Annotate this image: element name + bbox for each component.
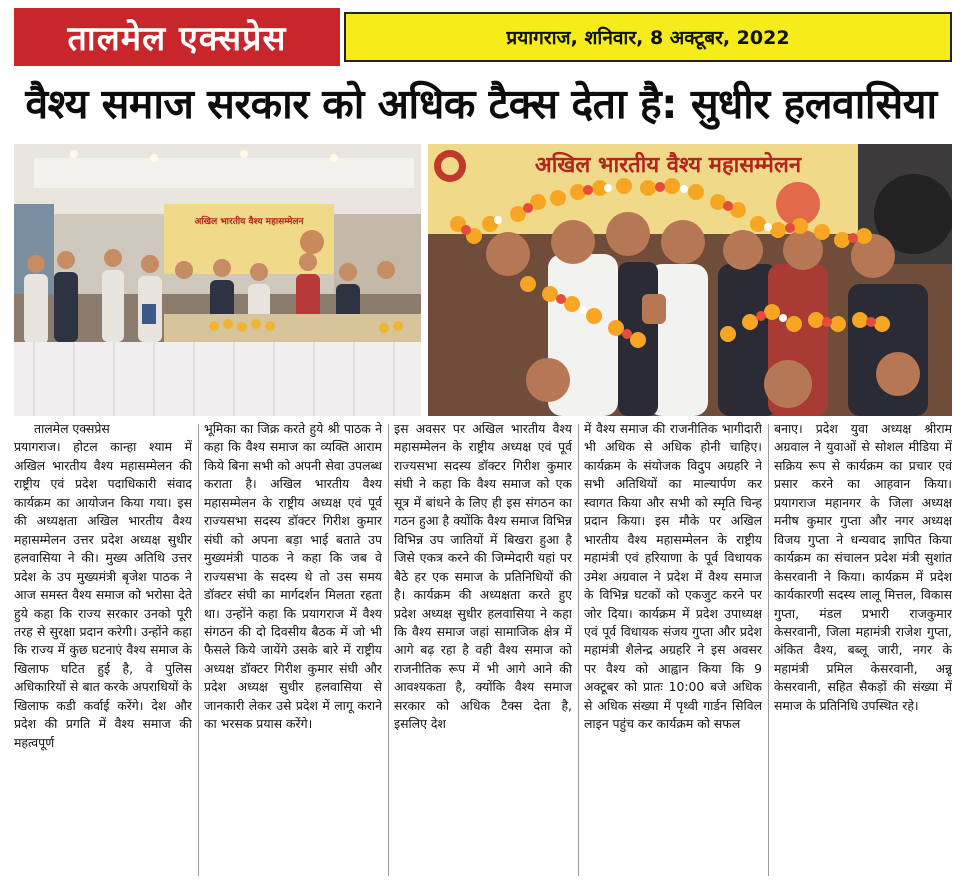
article-column-text: इस अवसर पर अखिल भारतीय वैश्य महासम्मेलन के राष्ट्रीय अध्यक्ष एवं पूर्व राज्यसभा सदस्य डॉक्टर गिरीश कुमार संघी ने कहा कि वैश्य समाज को एक सूत्र में बांधने के लिए ही इस संगठन का गठन हुआ है क्योंकि वैश्य समाज विभिन्न विभिन्न उप जातियों में बिखरा हुआ है जिसे एकत्र करने की जिम्मेदारी यहां पर बैठे हर एक समाज के प्रतिनिधियों की है। कार्यक्रम की अध्यक्षता करते हुए प्रदेश अध्यक्ष सुधीर हलवासिया ने कहा कि वैश्य समाज जहां सामाजिक क्षेत्र में आगे बढ़ रहा है वही वैश्य समाज को राजनीतिक रूप में भी आगे आने की आवश्यकता है, क्योंकि वैश्य समाज सरकार को अधिक टैक्स देता है, इसलिए देश: [394, 421, 572, 732]
article-column-text: में वैश्य समाज की राजनीतिक भागीदारी भी अधिक से अधिक होनी चाहिए। कार्यक्रम के संयोजक विदुप अग्रहरि ने सभी अतिथियों का माल्यार्पण कर स्वागत किया और सभी को स्मृति चिन्ह प्रदान किया। इस मौके पर अखिल भारतीय वैश्य महासम्मेलन के राष्ट्रीय महामंत्री एवं हरियाणा के पूर्व विधायक उमेश अग्रवाल ने प्रदेश में वैश्य समाज के विभिन्न घटकों को एकजुट करने पर जोर दिया। कार्यक्रम में प्रदेश उपाध्यक्ष एवं पूर्व विधायक संजय गुप्ता और प्रदेश महामंत्री शैलेन्द्र अग्रहरि ने इस अवसर पर वैश्य को आह्वान किया कि 9 अक्टूबर को प्रातः 10:00 बजे अधिक से अधिक संख्या में पृथ्वी गार्डन सिविल लाइन पहुंच कर कार्यक्रम को सफल: [584, 421, 762, 732]
article-column-3: [394, 420, 572, 882]
article-column-text: बनाए। प्रदेश युवा अध्यक्ष श्रीराम अग्रवाल ने युवाओं से सोशल मीडिया में सक्रिय रूप से कार्यक्रम का प्रचार एवं प्रसार करने का आहवान किया। प्रयागराज महानगर के जिला अध्यक्ष मनीष कुमार गुप्ता और नगर अध्यक्ष विजय गुप्ता ने धन्यवाद ज्ञापित किया कार्यक्रम का संचालन प्रदेश मंत्री सुशांत केसरवानी ने किया। कार्यक्रम में प्रदेश कार्यकारणी सदस्य लालू मित्तल, विकास गुप्ता, मंडल प्रभारी राजकुमार केसरवानी, जिला महामंत्री राजेश गुप्ता, अंकित वैश्य, बब्लू जारी, नगर के महामंत्री प्रमिल केसरवानी, अन्नू केसरवानी, सहित सैकड़ों की संख्या में समाज के प्रतिनिधि उपस्थित रहे।: [774, 421, 952, 713]
article-column-2: [204, 420, 382, 882]
right-banner-text: अखिल भारतीय वैश्य महासम्मेलन: [534, 153, 802, 178]
left-banner-text: अखिल भारतीय वैश्य महासम्मेलन: [194, 217, 304, 227]
article-body: [14, 420, 952, 882]
article-column-text: भूमिका का जिक्र करते हुये श्री पाठक ने कहा कि वैश्य समाज का व्यक्ति आराम किये बिना सभी को अपनी सेवा उपलब्ध कराता है। अखिल भारतीय वैश्य महासम्मेलन के राष्ट्रीय अध्यक्ष एवं पूर्व राज्यसभा सदस्य डॉक्टर गिरीश कुमार संघी को अपना बड़ा भाई बताते उप मुख्यमंत्री पाठक ने कहा कि जब वे राज्यसभा के सदस्य थे तो उस समय डॉक्टर संघी का मार्गदर्शन मिलता रहता था। उन्होंने कहा कि प्रयागराज में वैश्य संगठन की दो दिवसीय बैठक में जो भी फैसले किये जायेंगे उसके बारे में राष्ट्रीय अध्यक्ष डॉक्टर गिरीश कुमार संघी और प्रदेश अध्यक्ष सुधीर हलवासिया से जानकारी लेकर उसे प्रदेश में लागू कराने का भरसक प्रयास करेंगे।: [204, 421, 382, 732]
event-photo-left: [14, 144, 421, 416]
article-column-5: [774, 420, 952, 882]
masthead-title-block: [14, 8, 340, 66]
masthead: [14, 8, 952, 66]
article-column-text: प्रयागराज। होटल कान्हा श्याम में अखिल भारतीय वैश्य महासम्मेलन की राष्ट्रीय एवं प्रदेश पदाधिकारी संवाद कार्यक्रम का आयोजन किया गया। इस की अध्यक्षता अखिल भारतीय वैश्य महासम्मेलन उत्तर प्रदेश अध्यक्ष सुधीर हलवासिया ने की। मुख्य अतिथि उत्तर प्रदेश के उप मुख्यमंत्री बृजेश पाठक ने आज समस्त वैश्य समाज को भरोसा देते हुये कहा कि राज्य सरकार उनको पूरी तरह से सुरक्षा प्रदान करेगी। उन्होंने कहा कि राज्य में कुछ घटनाएं वैश्य समाज के खिलाफ घटित हुई है, वे पुलिस अधिकारियों से बात करके अपराधियों के खिलाफ कडी कर्वाई करेंगे। देश और प्रदेश की प्रगति में वैश्य समाज की महत्वपूर्ण: [14, 439, 192, 750]
article-column-4: [584, 420, 762, 882]
paper-name: तालमेल एक्सप्रेस: [67, 19, 287, 59]
event-photo-right: [428, 144, 952, 416]
column-divider: [768, 424, 769, 876]
column-divider: [388, 424, 389, 876]
article-column-1: [14, 420, 192, 882]
headline: [10, 72, 952, 134]
dateline-block: [344, 12, 952, 62]
article-credit: तालमेल एक्सप्रेस: [34, 421, 110, 436]
headline-text: वैश्य समाज सरकार को अधिक टैक्स देता है: सुधीर हलवासिया: [25, 80, 937, 128]
dateline: प्रयागराज, शनिवार, 8 अक्टूबर, 2022: [506, 27, 790, 49]
column-divider: [578, 424, 579, 876]
column-divider: [198, 424, 199, 876]
